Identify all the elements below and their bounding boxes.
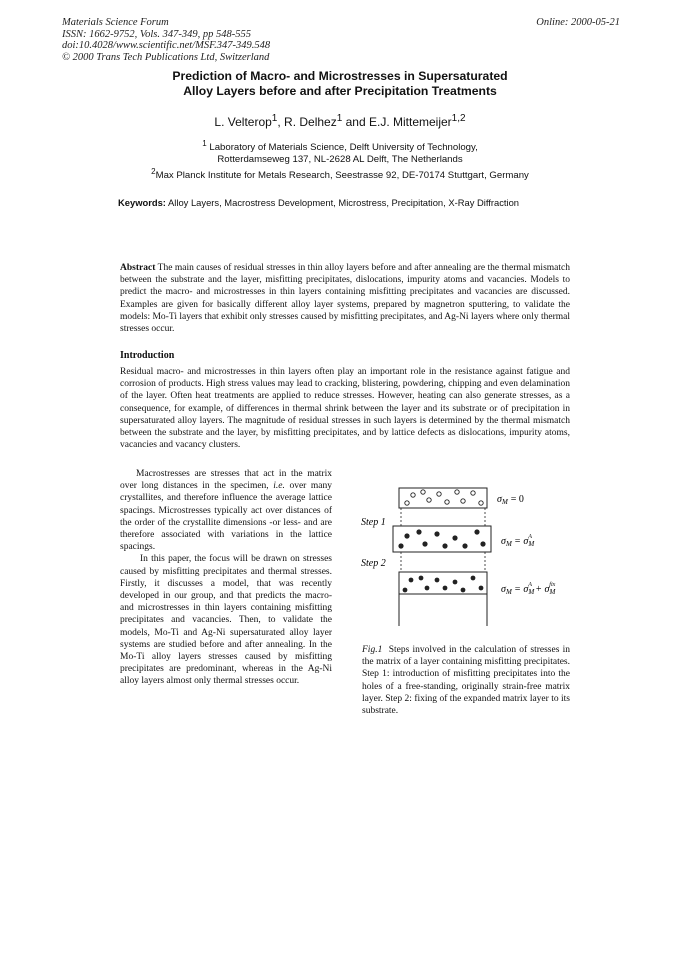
precipitates-box-3 — [403, 576, 484, 593]
affiliation-1-line-2: Rotterdamseweg 137, NL-2628 AL Delft, The Netherlands — [217, 154, 463, 166]
caption-text: Steps involved in the calculation of stresses in the matrix of a layer containing misfitting precipitates. Step 1: introduction of misfitting precipitates into the holes of a free-standing, originally strain-free matrix layer. Step 2: fixing of the expanded matrix layer to its substrate. — [362, 645, 571, 717]
equation-step-2: $\sigma_M = \sigma_MA + \sigma_Mfix$ — [501, 582, 556, 596]
author-separator: , — [277, 115, 285, 129]
abstract — [120, 262, 570, 335]
title-line-1: Prediction of Macro- and Microstresses in Supersaturated — [172, 69, 508, 83]
figure-1-caption — [362, 644, 570, 717]
matrix-layer-box-3 — [399, 572, 487, 594]
affiliation-1 — [90, 138, 590, 166]
step-1-label: Step 1 — [361, 517, 386, 528]
author-separator: and — [342, 115, 369, 129]
equation-step-1: $\sigma_M = \sigma_MA$ — [501, 534, 535, 548]
affiliation-1-line-1: Laboratory of Materials Science, Delft University of Technology, — [209, 142, 478, 154]
issn-line: ISSN: 1662-9752, Vols. 347-349, pp 548-555 — [62, 28, 251, 40]
author-3-affil: 1,2 — [451, 113, 466, 124]
abstract-label: Abstract — [120, 263, 156, 273]
abstract-text: The main causes of residual stresses in thin alloy layers before and after annealing are the thermal mismatch between the substrate and the layer, misfitting precipitates, dislocations, impurity atoms and vacancies. Models to predict the macro- and microstresses in thin layers containing misfitting precipitates and vacancies are discussed. Examples are given for basically different alloy layer systems, prepared by magnetron sputtering, to validate the models: Mo-Ti layers that exhibit only stresses caused by misfitting precipitates, and Ag-Ni layers where only thermal stresses occur. — [120, 263, 570, 335]
affiliation-2-text: Max Planck Institute for Metals Research, Seestrasse 92, DE-70174 Stuttgart, Germany — [155, 170, 529, 182]
figure-label: Fig.1 — [362, 645, 383, 655]
intro-paragraph-2: Macrostresses are stresses that act in the matrix over long distances in the specimen, i.e. over many crystallites, and therefore influence the average lattice spacings. Microstresses typically act over distances of the order of the crystallite dimensions -or less- and are therefore associated with variations in the lattice spacings. — [120, 469, 333, 553]
author-list — [90, 113, 590, 129]
step-2-label: Step 2 — [361, 558, 386, 569]
affiliation-2 — [90, 166, 590, 182]
affiliation-2-number: 2 — [151, 167, 156, 176]
author-3: E.J. Mittemeijer — [368, 115, 452, 129]
holes-box-1 — [405, 490, 483, 505]
author-2-affil: 1 — [336, 113, 343, 124]
keywords — [118, 197, 578, 208]
journal-header — [62, 17, 392, 63]
section-heading-introduction: Introduction — [120, 350, 175, 361]
figure-1-diagram — [355, 480, 585, 640]
affiliation-1-number: 1 — [202, 139, 207, 148]
copyright-line: © 2000 Trans Tech Publications Ltd, Switzerland — [62, 51, 270, 63]
precipitates-box-2 — [398, 529, 485, 548]
keywords-label: Keywords: — [118, 197, 166, 208]
author-1-affil: 1 — [271, 113, 278, 124]
author-1: L. Velterop — [214, 115, 272, 129]
online-date: Online: 2000-05-21 — [536, 17, 620, 28]
intro-paragraph-3: In this paper, the focus will be drawn on stresses caused by misfitting precipitates and thermal stresses. Firstly, it discusses a model, that was recently developed in our group, and that predicts the macro- and microstresses in thin layers containing misfitting precipitates and vacancies. Then, to validate the models, Mo-Ti and Ag-Ni supersaturated alloy layer systems are studied before and after annealing. In the Mo-Ti alloy layers stresses caused by misfitting precipitates are predominant, whereas in the Ag-Ni alloy layers almost only thermal stresses occur. — [120, 554, 332, 687]
keywords-text: Alloy Layers, Macrostress Development, Microstress, Precipitation, X-Ray Diffraction — [168, 197, 520, 208]
author-2: R. Delhez — [284, 115, 337, 129]
equation-step-0: $\sigma_M = 0$ — [497, 494, 524, 506]
intro-paragraph-1: Residual macro- and microstresses in thin layers often play an important role in the resistance against fatigue and corrosion of products. High stress values may lead to cracking, blistering, powdering, chipping and even delamination of the layer. Often heat treatments are applied to reduce stresses. However, heating can also generate stresses, as a consequence, for example, of differences in thermal shrink between the layer and its substrate or of precipitation in supersaturated alloy layers. The magnitude of residual stresses in such layers is determined by the thermal mismatch between the substrate and the layer, by misfitting precipitates, and by lattice defects as dislocations, impurity atoms, vacancies and vacancy clusters. — [120, 367, 570, 451]
journal-name: Materials Science Forum — [62, 17, 169, 28]
title-line-2: Alloy Layers before and after Precipitation Treatments — [183, 84, 497, 98]
intro-left-column — [120, 468, 332, 688]
paper-title — [90, 69, 590, 99]
doi-line[interactable]: doi:10.4028/www.scientific.net/MSF.347-349.548 — [62, 40, 271, 51]
